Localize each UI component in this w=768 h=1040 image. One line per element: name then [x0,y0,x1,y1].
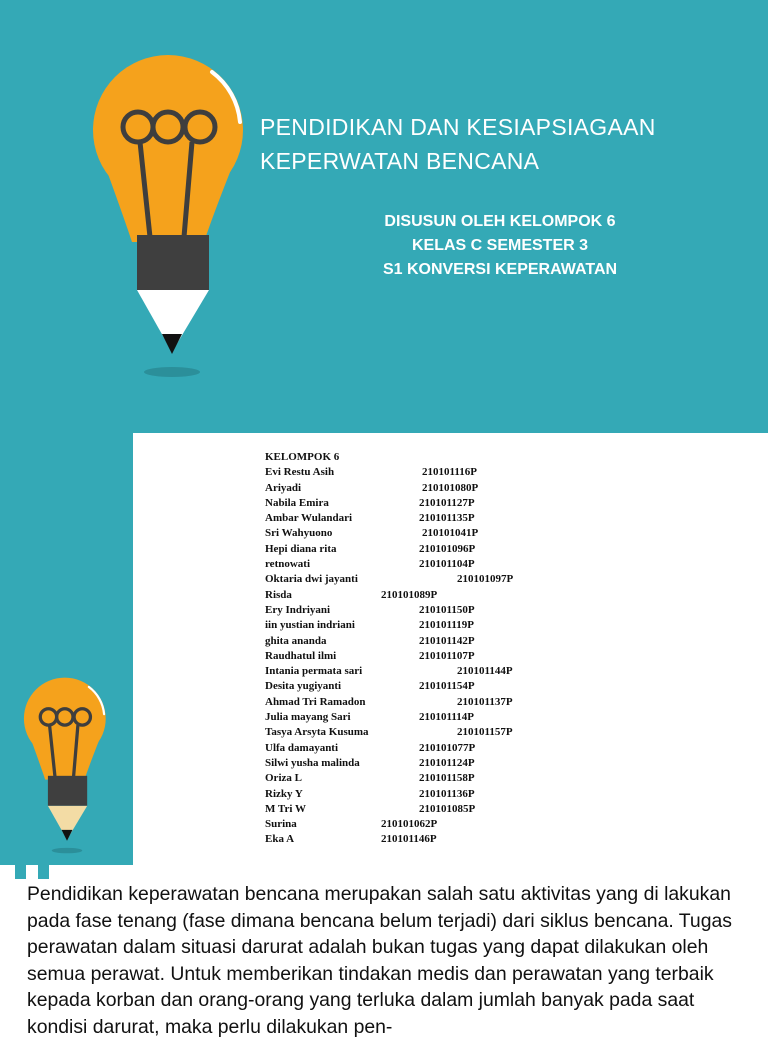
body-paragraph: Pendidikan keperawatan bencana merupakan salah satu aktivitas yang di lakukan pada fase tenang (fase dimana bencana belum terjadi) dari siklus bencana. Tugas perawatan dalam situasi darurat adalah bukan tugas yang dapat dilakukan oleh semua perawat. Untuk memberikan tindakan medis dan perawatan yang terbaik kepada korban dan orang-orang yang terluka dalam jumlah banyak pada saat kondisi darurat, maka perlu dilakukan pen- [27,883,732,1038]
subtitle-line-1: DISUSUN OLEH KELOMPOK 6 [384,213,616,230]
member-name: Rizky Y [265,787,303,800]
presentation-title [260,110,656,178]
member-row [265,817,438,832]
member-row [265,771,475,786]
member-nim: 210101150P [419,603,475,616]
member-name: Tasya Arsyta Kusuma [265,726,369,739]
member-name: Oktaria dwi jayanti [265,573,358,586]
member-name: Nabila Emira [265,496,329,509]
member-row [265,572,514,587]
member-slide-sidebar [0,433,133,865]
member-nim: 210101136P [419,787,475,800]
member-row [265,542,476,557]
member-rows [265,465,514,847]
member-nim: 210101124P [419,756,475,769]
member-nim: 210101137P [457,695,513,708]
member-row [265,710,475,725]
member-nim: 210101041P [422,527,479,540]
member-nim: 210101089P [381,588,438,601]
member-row [265,588,438,603]
member-name: Evi Restu Asih [265,466,335,479]
member-row [265,679,475,694]
member-nim: 210101062P [381,818,438,831]
member-name: ghita ananda [265,634,327,647]
member-name: Hepi diana rita [265,542,337,555]
member-row [265,787,475,802]
member-row [265,634,475,649]
member-name: Ambar Wulandari [265,512,353,525]
lightbulb-pencil-icon [22,676,112,856]
member-name: Surina [265,818,297,831]
member-row [265,526,479,541]
title-line-2: KEPERWATAN BENCANA [260,148,540,174]
member-name: Ulfa damayanti [265,741,339,754]
member-name: Ery Indriyani [265,603,331,616]
member-nim: 210101144P [457,665,513,678]
member-nim: 210101097P [457,573,514,586]
member-row [265,481,479,496]
member-row [265,664,513,679]
member-row [265,649,475,664]
subtitle-line-3: S1 KONVERSI KEPERAWATAN [382,261,618,278]
member-nim: 210101107P [419,649,475,662]
member-row [265,832,437,847]
member-row [265,511,475,526]
member-name: retnowati [265,558,311,571]
author-info [300,210,700,282]
member-row [265,725,513,740]
member-nim: 210101080P [422,481,479,494]
member-row [265,756,475,771]
member-name: Intania permata sari [265,665,363,678]
member-nim: 210101114P [419,711,475,724]
member-nim: 210101158P [419,772,475,785]
member-name: Silwi yusha malinda [265,756,360,769]
member-name: Raudhatul ilmi [265,649,337,662]
member-nim: 210101157P [457,726,513,739]
member-nim: 210101142P [419,634,475,647]
lightbulb-pencil-icon [92,52,252,382]
member-slide [133,433,768,865]
member-row [265,802,476,817]
member-list-heading: KELOMPOK 6 [265,451,340,463]
member-row [265,741,476,756]
member-name: iin yustian indriani [265,619,355,632]
member-nim: 210101135P [419,512,475,525]
member-nim: 210101146P [381,833,437,846]
title-line-1: PENDIDIKAN DAN KESIAPSIAGAAN [260,114,656,140]
title-slide [0,0,768,433]
member-nim: 210101127P [419,496,475,509]
member-nim: 210101116P [422,466,478,479]
member-name: Julia mayang Sari [265,711,351,724]
member-name: Risda [265,588,292,601]
separator-square [38,865,49,879]
member-row [265,557,475,572]
member-name: Sri Wahyuono [265,527,333,540]
member-nim: 210101077P [419,741,476,754]
member-name: Oriza L [265,772,302,785]
member-name: M Tri W [265,802,306,815]
member-row [265,496,475,511]
member-row [265,695,513,710]
member-nim: 210101104P [419,558,475,571]
member-name: Ahmad Tri Ramadon [265,695,366,708]
subtitle-line-2: KELAS C SEMESTER 3 [411,237,589,254]
separator-square [15,865,26,879]
member-nim: 210101096P [419,542,476,555]
member-row [265,465,478,480]
slide-separator [0,865,60,880]
member-nim: 210101154P [419,680,475,693]
member-row [265,603,475,618]
member-list [265,450,514,848]
member-name: Eka A [265,833,295,846]
member-row [265,618,475,633]
member-name: Ariyadi [265,481,302,494]
member-nim: 210101119P [419,619,475,632]
member-name: Desita yugiyanti [265,680,342,693]
member-nim: 210101085P [419,802,476,815]
